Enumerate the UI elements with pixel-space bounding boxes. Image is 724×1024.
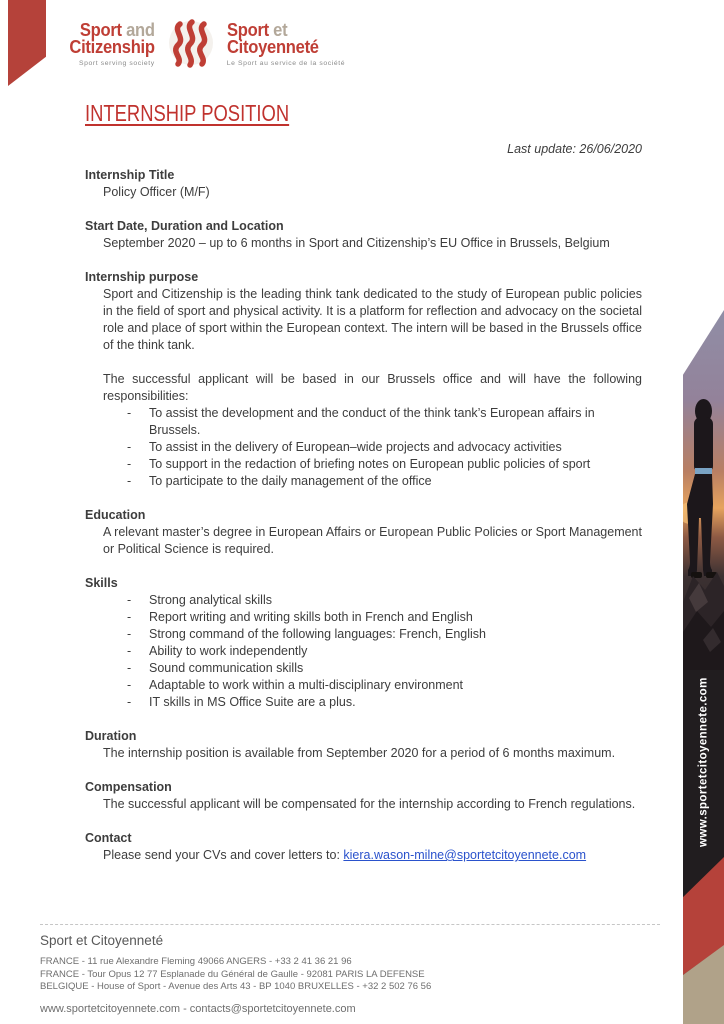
logo-french-line2: Citoyenneté <box>226 37 319 57</box>
section-body: September 2020 – up to 6 months in Sport and Citizenship’s EU Office in Brussels, Belgium <box>103 236 610 250</box>
list-item: - To support in the redaction of briefing notes on European public policies of sport <box>127 456 642 473</box>
section-heading: Contact <box>85 831 132 845</box>
purpose-paragraph-2: The successful applicant will be based in our Brussels office and will have the following responsibilities: <box>103 372 642 403</box>
section-skills <box>85 575 642 711</box>
document-body <box>85 100 642 864</box>
page-title: INTERNSHIP POSITION <box>85 100 290 126</box>
footer-contacts-line: www.sportetcitoyennete.com - contacts@sportetcitoyennete.com <box>40 1002 356 1015</box>
logo-en-word-red: Sport <box>79 20 122 40</box>
section-heading: Internship Title <box>85 168 175 182</box>
list-item: - To participate to the daily management of the office <box>127 473 642 490</box>
sidebar-vertical-url: www.sportetcitoyennete.com <box>697 677 710 847</box>
section-body: The internship position is available from September 2020 for a period of 6 months maximum. <box>103 746 616 760</box>
list-item: - Ability to work independently <box>127 643 642 660</box>
logo-french <box>227 22 345 67</box>
logo-fr-word-red: Sport <box>226 20 269 40</box>
section-heading: Skills <box>85 576 118 590</box>
section-purpose <box>85 269 642 490</box>
list-item: - IT skills in MS Office Suite are a plus. <box>127 694 642 711</box>
section-internship-title <box>85 167 642 201</box>
footer-org-name: Sport et Citoyenneté <box>40 933 164 948</box>
responsibilities-list <box>127 405 642 490</box>
header-logos <box>62 16 345 74</box>
red-corner-flag <box>8 0 46 86</box>
page-footer <box>40 924 660 1015</box>
section-heading: Compensation <box>85 780 172 794</box>
section-body <box>85 847 642 864</box>
footer-address-line: FRANCE - Tour Opus 12 77 Esplanade du Général de Gaulle - 92081 PARIS LA DEFENSE <box>40 968 425 980</box>
list-item: - To assist in the delivery of European–wide projects and advocacy activities <box>127 439 642 456</box>
footer-address-line: FRANCE - 11 rue Alexandre Fleming 49066 ANGERS - +33 2 41 36 21 96 <box>40 956 352 967</box>
logo-english-line2: Citizenship <box>69 37 155 57</box>
section-heading: Start Date, Duration and Location <box>85 219 284 233</box>
section-heading: Duration <box>85 729 137 743</box>
list-item: - Strong analytical skills <box>127 592 642 609</box>
section-body: The successful applicant will be compensated for the internship according to French regulations. <box>103 797 636 811</box>
section-compensation <box>85 779 642 813</box>
section-body: A relevant master’s degree in European Affairs or European Public Policies or Sport Management or Political Science is required. <box>103 525 642 556</box>
skills-list <box>127 592 642 711</box>
list-item: - Report writing and writing skills both in French and English <box>127 609 642 626</box>
logo-fr-word-gray: et <box>272 20 288 40</box>
section-heading: Internship purpose <box>85 270 199 284</box>
footer-address-line: BELGIQUE - House of Sport - Avenue des Arts 43 - BP 1040 BRUXELLES - +32 2 502 76 56 <box>40 981 432 992</box>
section-body: Policy Officer (M/F) <box>103 185 210 199</box>
logo-french-tagline: Le Sport au service de la société <box>226 60 346 67</box>
logo-english <box>62 22 155 67</box>
sc-monogram-icon <box>165 16 217 74</box>
contact-text: Please send your CVs and cover letters to: <box>103 848 344 862</box>
list-item: - Sound communication skills <box>127 660 642 677</box>
purpose-paragraph-1: Sport and Citizenship is the leading think tank dedicated to the study of European public policies in the field of sport and physical activity. It is a platform for reflection and advocacy on the societal role and place of sport within the European context. The intern will be based in the Brussels office of the think tank. <box>103 287 642 352</box>
section-start-date <box>85 218 642 252</box>
contact-email-link[interactable]: kiera.wason-milne@sportetcitoyennete.com <box>343 848 587 862</box>
section-contact <box>85 830 642 864</box>
logo-english-tagline: Sport serving society <box>79 60 155 67</box>
list-item: - To assist the development and the conduct of the think tank’s European affairs in Brussels. <box>127 405 642 439</box>
footer-divider <box>40 924 660 925</box>
section-education <box>85 507 642 558</box>
last-update: Last update: 26/06/2020 <box>507 142 642 156</box>
sidebar-photo <box>683 310 724 670</box>
section-heading: Education <box>85 508 146 522</box>
list-item: - Strong command of the following languages: French, English <box>127 626 642 643</box>
section-duration <box>85 728 642 762</box>
list-item: - Adaptable to work within a multi-disciplinary environment <box>127 677 642 694</box>
footer-addresses <box>40 956 660 994</box>
logo-en-word-gray: and <box>126 20 155 40</box>
